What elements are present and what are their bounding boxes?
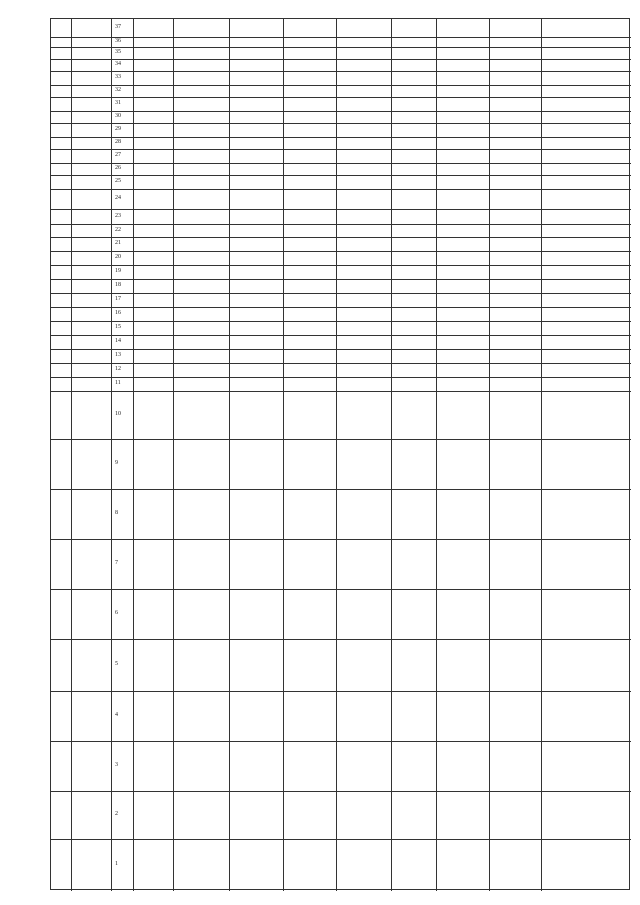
column-divider	[51, 307, 631, 308]
column-number: 23	[115, 212, 121, 219]
column-number: 3	[115, 762, 118, 768]
column-number: 14	[115, 338, 121, 344]
column-number: 24	[115, 195, 121, 201]
header-fact-column	[75, 119, 109, 185]
column-divider	[51, 377, 631, 378]
column-number: 21	[115, 240, 121, 246]
column-number: 5	[115, 661, 118, 667]
column-number: 17	[115, 296, 121, 302]
column-divider	[51, 47, 631, 48]
column-number: 6	[115, 610, 118, 616]
column-number: 34	[115, 61, 121, 67]
column-number: 30	[115, 113, 121, 119]
row-description	[136, 401, 170, 521]
column-divider	[51, 839, 631, 840]
column-divider	[51, 189, 631, 190]
column-number: 25	[115, 178, 121, 184]
column-number: 37	[115, 24, 121, 30]
column-number: 13	[115, 352, 121, 358]
column-divider	[51, 37, 631, 38]
row-description	[339, 401, 388, 521]
row-description	[286, 401, 333, 521]
column-divider	[51, 363, 631, 364]
column-number: 32	[115, 87, 121, 93]
column-number: 8	[115, 510, 118, 516]
header-divider	[71, 19, 72, 891]
column-number: 26	[115, 165, 121, 171]
column-divider	[51, 175, 631, 176]
header-target-group	[55, 27, 69, 87]
column-number: 15	[115, 324, 121, 330]
column-divider	[51, 391, 631, 392]
column-divider	[51, 589, 631, 590]
column-number: 18	[115, 282, 121, 288]
column-divider	[51, 335, 631, 336]
document-table	[50, 18, 630, 890]
column-divider	[51, 791, 631, 792]
column-divider	[51, 265, 631, 266]
column-divider	[51, 149, 631, 150]
column-number: 29	[115, 126, 121, 132]
row-description	[492, 401, 538, 521]
column-number: 7	[115, 560, 118, 566]
row-description	[439, 401, 486, 521]
column-number: 1	[115, 861, 118, 867]
column-divider	[51, 349, 631, 350]
column-number: 10	[115, 411, 121, 417]
column-number: 9	[115, 460, 118, 466]
column-divider	[51, 279, 631, 280]
column-number: 19	[115, 268, 121, 274]
row-description	[544, 401, 628, 521]
column-number: 11	[115, 380, 121, 386]
row-description	[232, 401, 280, 521]
column-divider	[51, 209, 631, 210]
column-number: 28	[115, 139, 121, 145]
column-divider	[51, 137, 631, 138]
column-divider	[51, 639, 631, 640]
column-number: 36	[115, 38, 121, 44]
column-number: 35	[115, 49, 121, 55]
row-description	[394, 401, 433, 521]
column-divider	[51, 123, 631, 124]
column-divider	[51, 293, 631, 294]
column-number: 22	[115, 226, 121, 233]
column-divider	[51, 741, 631, 742]
column-divider	[51, 237, 631, 238]
column-number: 4	[115, 712, 118, 718]
column-number: 33	[115, 74, 121, 80]
column-number: 20	[115, 254, 121, 260]
column-divider	[51, 691, 631, 692]
row-description	[176, 401, 226, 521]
column-number: 16	[115, 310, 121, 316]
column-number: 2	[115, 811, 118, 817]
column-divider	[51, 59, 631, 60]
column-divider	[51, 251, 631, 252]
column-divider	[51, 321, 631, 322]
header-goal-column	[75, 249, 105, 389]
column-divider	[51, 97, 631, 98]
column-divider	[51, 71, 631, 72]
column-divider	[51, 111, 631, 112]
column-divider	[51, 85, 631, 86]
header-divider	[111, 19, 112, 891]
column-divider	[51, 163, 631, 164]
column-number: 12	[115, 366, 121, 372]
column-number: 27	[115, 152, 121, 158]
column-divider	[51, 224, 631, 225]
column-divider	[51, 539, 631, 540]
column-number: 31	[115, 100, 121, 106]
